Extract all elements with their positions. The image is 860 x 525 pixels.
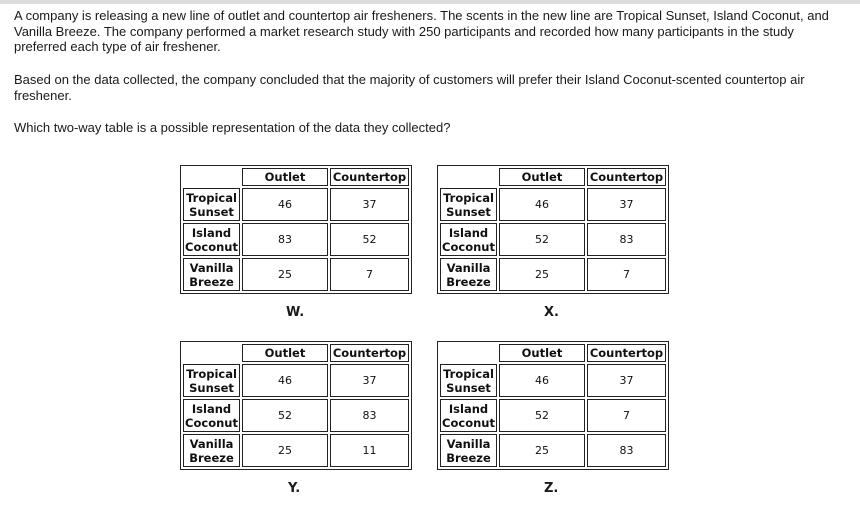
option-label-w: W. — [286, 305, 305, 320]
two-way-table-w — [180, 165, 412, 294]
table-corner — [440, 168, 497, 186]
row-header-vanilla-breeze: Vanilla Breeze — [183, 434, 240, 467]
table-row — [183, 364, 409, 397]
table-row — [183, 223, 409, 256]
cell-countertop: 52 — [330, 223, 409, 256]
cell-countertop: 37 — [330, 188, 409, 221]
cell-countertop: 37 — [587, 364, 666, 397]
cell-outlet: 46 — [499, 364, 585, 397]
table-row — [440, 399, 666, 432]
header-countertop: Countertop — [330, 344, 409, 362]
header-outlet: Outlet — [499, 168, 585, 186]
two-way-table-y — [180, 341, 412, 470]
table-corner — [440, 344, 497, 362]
cell-outlet: 52 — [499, 399, 585, 432]
cell-outlet: 46 — [499, 188, 585, 221]
two-way-table-x — [437, 165, 669, 294]
cell-countertop: 83 — [330, 399, 409, 432]
table-row — [183, 188, 409, 221]
table-corner — [183, 344, 240, 362]
row-header-island-coconut: Island Coconut — [183, 399, 240, 432]
table-row — [183, 434, 409, 467]
option-label-y: Y. — [288, 481, 301, 496]
cell-countertop: 83 — [587, 223, 666, 256]
option-z[interactable] — [437, 341, 669, 470]
header-countertop: Countertop — [587, 168, 666, 186]
row-header-island-coconut: Island Coconut — [440, 399, 497, 432]
cell-countertop: 7 — [330, 258, 409, 291]
row-header-vanilla-breeze: Vanilla Breeze — [440, 434, 497, 467]
header-outlet: Outlet — [242, 344, 328, 362]
row-header-tropical-sunset: Tropical Sunset — [183, 364, 240, 397]
row-header-island-coconut: Island Coconut — [440, 223, 497, 256]
table-row — [440, 223, 666, 256]
table-row — [440, 258, 666, 291]
table-row — [183, 399, 409, 432]
table-corner — [183, 168, 240, 186]
question-paragraph-conclusion: Based on the data collected, the company concluded that the majority of customers will prefer their Island Coconut-scented countertop air freshener. — [14, 72, 805, 103]
cell-outlet: 25 — [499, 434, 585, 467]
header-countertop: Countertop — [330, 168, 409, 186]
table-row — [440, 434, 666, 467]
cell-countertop: 7 — [587, 399, 666, 432]
row-header-tropical-sunset: Tropical Sunset — [440, 364, 497, 397]
row-header-tropical-sunset: Tropical Sunset — [183, 188, 240, 221]
table-row — [440, 364, 666, 397]
option-label-z: Z. — [544, 481, 559, 496]
option-x[interactable] — [437, 165, 669, 294]
cell-outlet: 52 — [242, 399, 328, 432]
cell-outlet: 25 — [499, 258, 585, 291]
table-row — [440, 188, 666, 221]
row-header-vanilla-breeze: Vanilla Breeze — [183, 258, 240, 291]
row-header-island-coconut: Island Coconut — [183, 223, 240, 256]
cell-countertop: 37 — [330, 364, 409, 397]
cell-outlet: 25 — [242, 434, 328, 467]
table-row — [183, 258, 409, 291]
cell-outlet: 46 — [242, 188, 328, 221]
cell-outlet: 52 — [499, 223, 585, 256]
top-border — [0, 0, 860, 4]
header-outlet: Outlet — [499, 344, 585, 362]
header-outlet: Outlet — [242, 168, 328, 186]
cell-outlet: 25 — [242, 258, 328, 291]
two-way-table-z — [437, 341, 669, 470]
cell-countertop: 83 — [587, 434, 666, 467]
cell-outlet: 46 — [242, 364, 328, 397]
header-countertop: Countertop — [587, 344, 666, 362]
option-w[interactable] — [180, 165, 412, 294]
option-label-x: X. — [544, 305, 559, 320]
cell-countertop: 7 — [587, 258, 666, 291]
cell-countertop: 11 — [330, 434, 409, 467]
question-prompt: Which two-way table is a possible representation of the data they collected? — [14, 120, 451, 135]
row-header-tropical-sunset: Tropical Sunset — [440, 188, 497, 221]
question-paragraph-context: A company is releasing a new line of outlet and countertop air fresheners. The scents in the new line are Tropical Sunset, Island Coconut, and Vanilla Breeze. The company performed a market research study with 250 participants and recorded how many participants in the study preferred each type of air freshener. — [14, 8, 829, 54]
cell-outlet: 83 — [242, 223, 328, 256]
cell-countertop: 37 — [587, 188, 666, 221]
row-header-vanilla-breeze: Vanilla Breeze — [440, 258, 497, 291]
option-y[interactable] — [180, 341, 412, 470]
